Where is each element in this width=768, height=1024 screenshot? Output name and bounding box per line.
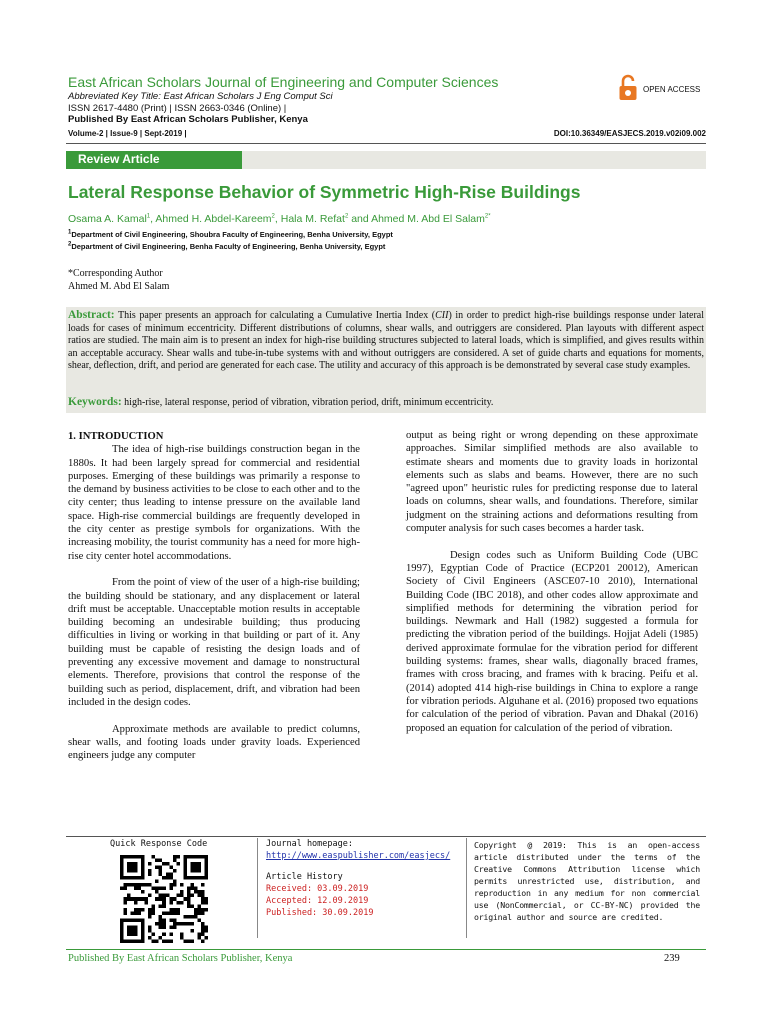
journal-title: East African Scholars Journal of Engineering and Computer Sciences xyxy=(68,74,499,90)
author-affiliation-marker: 2 xyxy=(271,213,275,220)
corresponding-author-name: Ahmed M. Abd El Salam xyxy=(68,281,170,292)
page-number: 239 xyxy=(664,953,680,964)
author-affiliation-marker: 2 xyxy=(344,213,349,220)
abstract-label: Abstract: xyxy=(68,309,115,321)
paper-title: Lateral Response Behavior of Symmetric High-Rise Buildings xyxy=(68,182,581,202)
affiliation-1-text: Department of Civil Engineering, Shoubra Faculty of Engineering, Benha University, Egypt xyxy=(71,230,393,239)
affiliation-1-marker: 1 xyxy=(68,229,72,236)
corresponding-author-label: *Corresponding Author xyxy=(68,268,163,279)
article-type-label: Review Article xyxy=(78,152,160,166)
issn-line: ISSN 2617-4480 (Print) | ISSN 2663-0346 (Online) | xyxy=(68,103,287,114)
header-divider xyxy=(66,143,706,144)
open-access-label: OPEN ACCESS xyxy=(643,85,701,94)
article-history-label: Article History xyxy=(266,872,343,882)
body-column-right xyxy=(406,429,698,748)
author-name: Ahmed H. Abdel-Kareem xyxy=(155,213,272,225)
accepted-date: Accepted: 12.09.2019 xyxy=(266,896,369,906)
journal-homepage-link[interactable]: http://www.easpublisher.com/easjecs/ xyxy=(266,851,451,861)
journal-homepage-label: Journal homepage: xyxy=(266,839,353,849)
paragraph: From the point of view of the user of a high-rise building; the building should be stationary, and any displacement or lateral drift must be acceptable. Unacceptable motion results in acceptable building becoming an undesirable building; thus producing difficulties in living or working in that building or part of it. Any building must be capable of resisting the design loads and of preventing any excessive movement and damage to nonstructural elements. Therefore, provisions that control the response of the building such as period, displacement, drift, and vibration had been included in the design codes. xyxy=(68,577,360,708)
author-affiliation-marker: 1 xyxy=(146,213,151,220)
received-date: Received: 03.09.2019 xyxy=(266,884,369,894)
open-access-lock-icon xyxy=(618,74,638,102)
qr-code-icon[interactable] xyxy=(120,855,208,943)
page-footer-divider xyxy=(66,949,706,950)
keywords xyxy=(68,396,704,408)
footer-box-divider xyxy=(66,836,706,837)
affiliation-1 xyxy=(68,230,393,239)
paragraph: output as being right or wrong depending on these approximate approaches. Similar simplified methods are also available to estimate shears and moments due to gravity loads in horizontal elements such as slabs and beams. However, there are no such "agreed upon" heuristic rules for predicting response due to lateral loads on columns, shear walls, and foundations. Therefore, similar judgment on the straining actions and deformations resulting from computer analysis for such cases becomes a harder task. xyxy=(406,430,698,535)
affiliation-2-marker: 2 xyxy=(68,241,72,248)
abstract xyxy=(68,309,704,373)
keywords-label: Keywords: xyxy=(68,396,122,408)
footer-publisher: Published By East African Scholars Publisher, Kenya xyxy=(68,953,293,964)
author-name: Hala M. Refat xyxy=(280,213,345,225)
section-heading: 1. INTRODUCTION xyxy=(68,431,164,442)
abstract-text-pre: This paper presents an approach for calculating a Cumulative Inertia Index ( xyxy=(118,310,436,321)
affiliation-2-text: Department of Civil Engineering, Benha Faculty of Engineering, Benha University, Egypt xyxy=(71,242,386,251)
copyright-notice: Copyright @ 2019: This is an open-access article distributed under the terms of the Creative Commons Attribution license which permits unrestricted use, distribution, and reproduction in any medium for non commercial use (NonCommercial, or CC-BY-NC) provided the original author and source are credited. xyxy=(474,840,700,922)
doi[interactable]: DOI:10.36349/EASJECS.2019.v02i09.002 xyxy=(553,129,706,138)
body-column-left xyxy=(68,430,360,776)
author-name: Ahmed M. Abd El Salam xyxy=(371,213,485,225)
author-affiliation-marker: 2* xyxy=(484,213,491,220)
abstract-text-em: CII xyxy=(435,310,449,321)
abstract-text-post: ) in order to predict high-rise buildings response under lateral loads for cases of minimum eccentricity. Different distributions of columns, shear walls, and outriggers are considered. Plan layouts with different aspect ratios are studied. The main aim is to present an index for high-rise building structures subjected to lateral loads, which is simplified, and gives results within an acceptable accuracy. Shear walls and tube-in-tube systems with and without outriggers are considered. A set of guide charts and equations for moments, shear, deflection, drift, and period are generated for each case. The utility and accuracy of this approach is be demonstrated by several case study examples. xyxy=(68,310,704,372)
qr-code-label: Quick Response Code xyxy=(110,839,208,849)
volume-info: Volume-2 | Issue-9 | Sept-2019 | xyxy=(68,129,187,138)
author-list: Osama A. Kamal$^1$, Ahmed H. Abdel-Kareem$^2$, Hala M. Refat$^2$ and Ahmed M. Abd El Salam$^{2*}$ xyxy=(68,213,491,225)
paragraph: The idea of high-rise buildings construction began in the 1880s. It had been largely spread for commercial and residential purposes. Emerging of these buildings was primarily a response to the demand by business activities to be close to each other and to the city center; thus leading to intense pressure on the available land space. High-rise commercial buildings are frequently developed in the city center as prestige symbols for organizations. With the increasing mobility, the tourist community has a need for more high-rise city center hotel accommodations. xyxy=(68,444,360,562)
publisher-line: Published By East African Scholars Publisher, Kenya xyxy=(68,114,308,125)
affiliation-2 xyxy=(68,242,385,251)
footer-box-separator xyxy=(257,838,258,938)
paragraph: Approximate methods are available to predict columns, shear walls, and footing loads under gravity loads. Experienced engineers judge any computer xyxy=(68,723,360,762)
footer-box-separator xyxy=(466,838,467,938)
keywords-text: high-rise, lateral response, period of vibration, vibration period, drift, minimum eccentricity. xyxy=(124,397,494,408)
paragraph: Design codes such as Uniform Building Code (UBC 1997), Egyptian Code of Practice (ECP201 20012), American Society of Civil Engineers (ASCE07-10 2010), International Building Code (IBC 2018), and other codes allow approximate and simplified methods for determining the vibration period for buildings. Newmark and Hall (1982) suggested a formula for predicting the vibration period of the buildings. Hojjat Adeli (1985) derived approximate formulae for the vibration period for different building systems: frames, shear walls, diagonally braced frames, frames with cross bracing, and frames with k bracing. Peifu et al. (2014) adopted 414 high-rise buildings in China to explore a range for vibration periods. Alguhane et al. (2016) proposed two equations for calculation of the period of vibration. Pavan and Dhakal (2016) proposed an equation for calculation of the period of vibration. xyxy=(406,549,698,734)
published-date: Published: 30.09.2019 xyxy=(266,908,374,918)
abbreviated-title: Abbreviated Key Title: East African Scholars J Eng Comput Sci xyxy=(68,91,333,102)
author-name: Osama A. Kamal xyxy=(68,213,147,225)
